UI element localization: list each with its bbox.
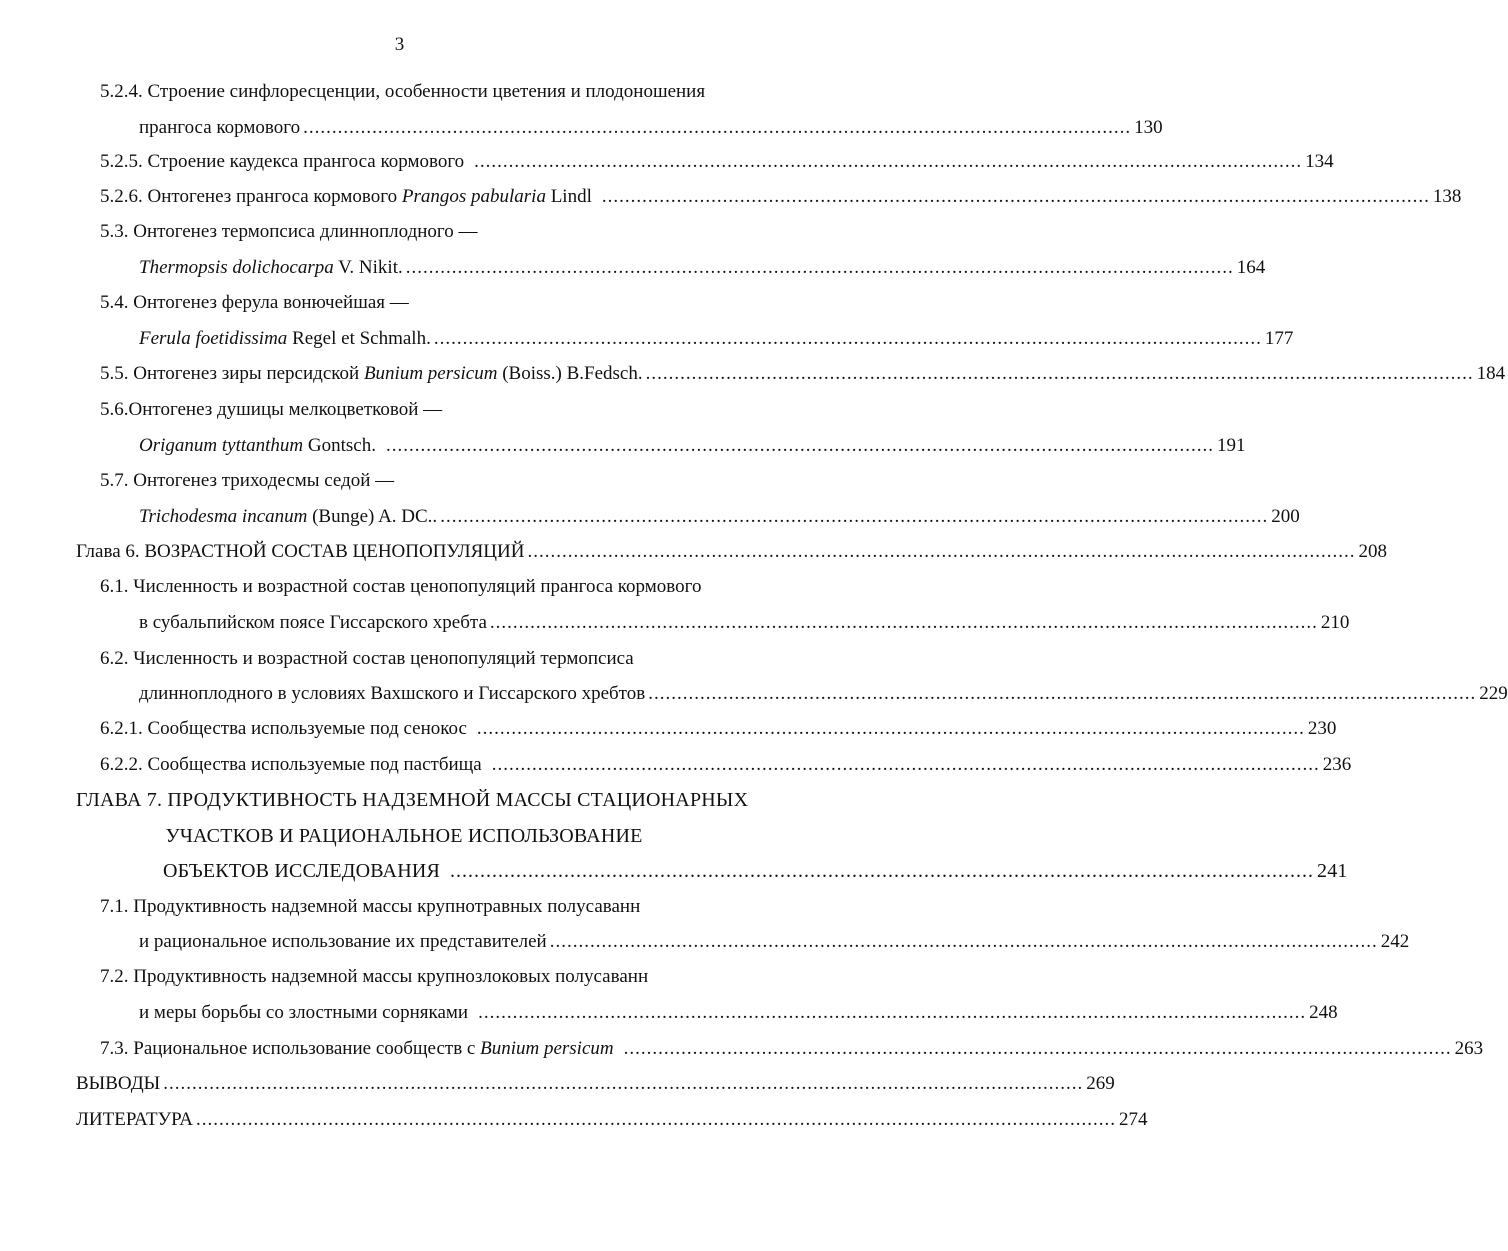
- toc-entry-7-1-cont: [139, 928, 1410, 956]
- toc-page-number: 184: [1476, 363, 1506, 384]
- toc-entry-text: Ferula foetidissima Regel et Schmalh.: [139, 328, 431, 349]
- toc-entry-text: и меры борьбы со злостными сорняками: [139, 1002, 469, 1023]
- toc-entry-7-3: [100, 1035, 1484, 1063]
- toc-page-number: 230: [1307, 718, 1337, 739]
- toc-entry-text: и рациональное использование их представителей: [139, 931, 547, 952]
- toc-entry-5-6-cont: [139, 432, 1246, 460]
- toc-page-number: 138: [1432, 186, 1462, 207]
- toc-entry-text: ЛИТЕРАТУРА: [76, 1109, 193, 1130]
- leader-dots: ................................................................................................................................................: [385, 435, 1214, 456]
- leader-dots: ................................................................................................................................................: [476, 718, 1305, 739]
- toc-entry-text: 6.2.1. Сообщества используемые под сенокос: [100, 718, 467, 739]
- toc-entry-text: 5.5. Онтогенез зиры персидской Bunium persicum (Boiss.) B.Fedsch.: [100, 363, 643, 384]
- leader-dots: ................................................................................................................................................: [303, 117, 1132, 138]
- toc-entry-text: 5.2.6. Онтогенез прангоса кормового Prangos pabularia Lindl: [100, 186, 592, 207]
- toc-entry-text: 7.1. Продуктивность надземной массы крупнотравных полусаванн: [100, 896, 641, 917]
- toc-page-number: 177: [1264, 328, 1294, 349]
- toc-entry-7-2: [100, 963, 732, 991]
- toc-entry-text: в субальпийском поясе Гиссарского хребта: [139, 612, 487, 633]
- toc-entry-text: прангоса кормового: [139, 117, 301, 138]
- toc-entry-text: 5.3. Онтогенез термопсиса длинноплодного —: [100, 221, 478, 242]
- leader-dots: ................................................................................................................................................: [474, 151, 1303, 172]
- toc-entry-text: 6.1. Численность и возрастной состав ценопопуляций прангоса кормового: [100, 576, 702, 597]
- toc-entry-text: длинноплодного в условиях Вахшского и Гиссарского хребтов: [139, 683, 646, 704]
- toc-page-number: 269: [1086, 1073, 1115, 1094]
- toc-entry-text: Thermopsis dolichocarpa V. Nikit.: [139, 257, 403, 278]
- toc-entry-5-3-cont: [139, 254, 1266, 282]
- leader-dots: ................................................................................................................................................: [450, 860, 1315, 882]
- toc-entry-7-1: [100, 893, 732, 921]
- toc-entry-text: ОБЪЕКТОВ ИССЛЕДОВАНИЯ: [163, 860, 441, 882]
- page-number: 3: [394, 34, 405, 55]
- toc-page-number: 242: [1380, 931, 1410, 952]
- toc-entry-text: 7.3. Рациональное использование сообществ с Bunium persicum: [100, 1038, 614, 1059]
- toc-entry-text: Глава 6. ВОЗРАСТНОЙ СОСТАВ ЦЕНОПОПУЛЯЦИЙ: [76, 541, 525, 562]
- toc-entry-5-4: [100, 289, 732, 317]
- toc-entry-text: Trichodesma incanum (Bunge) A. DC..: [139, 506, 438, 527]
- toc-chapter-7: [76, 786, 749, 814]
- toc-entry-5-2-5: [100, 148, 1334, 176]
- toc-entry-text: УЧАСТКОВ И РАЦИОНАЛЬНОЕ ИСПОЛЬЗОВАНИЕ: [165, 825, 643, 847]
- toc-entry-5-2-4-cont: [139, 114, 1163, 142]
- toc-entry-6-2-1: [100, 715, 1337, 743]
- toc-entry-text: ГЛАВА 7. ПРОДУКТИВНОСТЬ НАДЗЕМНОЙ МАССЫ СТАЦИОНАРНЫХ: [76, 789, 749, 811]
- toc-chapter-7-cont2: [163, 857, 1348, 885]
- toc-entry-5-7: [100, 467, 732, 495]
- toc-entry-text: 5.7. Онтогенез триходесмы седой —: [100, 470, 395, 491]
- toc-page-number: 130: [1134, 117, 1163, 138]
- leader-dots: ................................................................................................................................................: [491, 754, 1320, 775]
- toc-page-number: 236: [1322, 754, 1352, 775]
- leader-dots: ................................................................................................................................................: [489, 612, 1318, 633]
- leader-dots: ................................................................................................................................................: [440, 506, 1269, 527]
- toc-entry-5-3: [100, 218, 732, 246]
- leader-dots: ................................................................................................................................................: [645, 363, 1474, 384]
- leader-dots: ................................................................................................................................................: [405, 257, 1234, 278]
- toc-chapter-7-cont: [76, 822, 732, 850]
- toc-literature: [76, 1106, 1148, 1134]
- toc-entry-5-5: [100, 360, 1506, 388]
- leader-dots: ................................................................................................................................................: [648, 683, 1477, 704]
- toc-entry-6-2-cont: [139, 680, 1508, 708]
- leader-dots: ................................................................................................................................................: [549, 931, 1378, 952]
- toc-page-number: 229: [1479, 683, 1508, 704]
- toc-chapter-6: [76, 538, 1387, 566]
- toc-entry-text: 5.4. Онтогенез ферула вонючейшая —: [100, 292, 409, 313]
- toc-conclusions: [76, 1070, 1115, 1098]
- leader-dots: ................................................................................................................................................................: [163, 1073, 1084, 1094]
- toc-page-number: 134: [1305, 151, 1334, 172]
- toc-entry-text: 5.6.Онтогенез душицы мелкоцветковой —: [100, 399, 443, 420]
- toc-page-number: 191: [1216, 435, 1246, 456]
- toc-page-number: 208: [1358, 541, 1387, 562]
- toc-entry-text: Origanum tyttanthum Gontsch.: [139, 435, 376, 456]
- leader-dots: ................................................................................................................................................: [601, 186, 1430, 207]
- toc-entry-5-7-cont: [139, 503, 1300, 531]
- leader-dots: ................................................................................................................................................: [478, 1002, 1307, 1023]
- toc-entry-7-2-cont: [139, 999, 1338, 1027]
- toc-entry-6-1: [100, 573, 732, 601]
- toc-page-number: 164: [1236, 257, 1266, 278]
- toc-page-number: 241: [1317, 860, 1348, 882]
- leader-dots: ................................................................................................................................................: [433, 328, 1262, 349]
- toc-entry-text: 6.2.2. Сообщества используемые под пастбища: [100, 754, 482, 775]
- toc-entry-5-4-cont: [139, 325, 1294, 353]
- toc-entry-text: 6.2. Численность и возрастной состав ценопопуляций термопсиса: [100, 648, 634, 669]
- toc-page-number: 200: [1271, 506, 1300, 527]
- leader-dots: ................................................................................................................................................: [527, 541, 1356, 562]
- toc-entry-text: ВЫВОДЫ: [76, 1073, 161, 1094]
- toc-entry-5-6: [100, 396, 732, 424]
- toc-page-number: 263: [1454, 1038, 1484, 1059]
- leader-dots: ................................................................................................................................................................: [195, 1109, 1116, 1130]
- toc-page-number: 274: [1118, 1109, 1148, 1130]
- toc-entry-6-2: [100, 645, 732, 673]
- toc-entry-6-1-cont: [139, 609, 1350, 637]
- toc-entry-text: 5.2.5. Строение каудекса прангоса кормового: [100, 151, 465, 172]
- leader-dots: ................................................................................................................................................: [623, 1038, 1452, 1059]
- toc-page-number: 210: [1320, 612, 1350, 633]
- toc-entry-5-2-4: [100, 78, 732, 106]
- toc-entry-text: 7.2. Продуктивность надземной массы крупнозлоковых полусаванн: [100, 966, 649, 987]
- toc-entry-6-2-2: [100, 751, 1352, 779]
- toc-entry-text: 5.2.4. Строение синфлоресценции, особенности цветения и плодоношения: [100, 81, 706, 102]
- toc-entry-5-2-6: [100, 183, 1462, 211]
- toc-page-number: 248: [1309, 1002, 1338, 1023]
